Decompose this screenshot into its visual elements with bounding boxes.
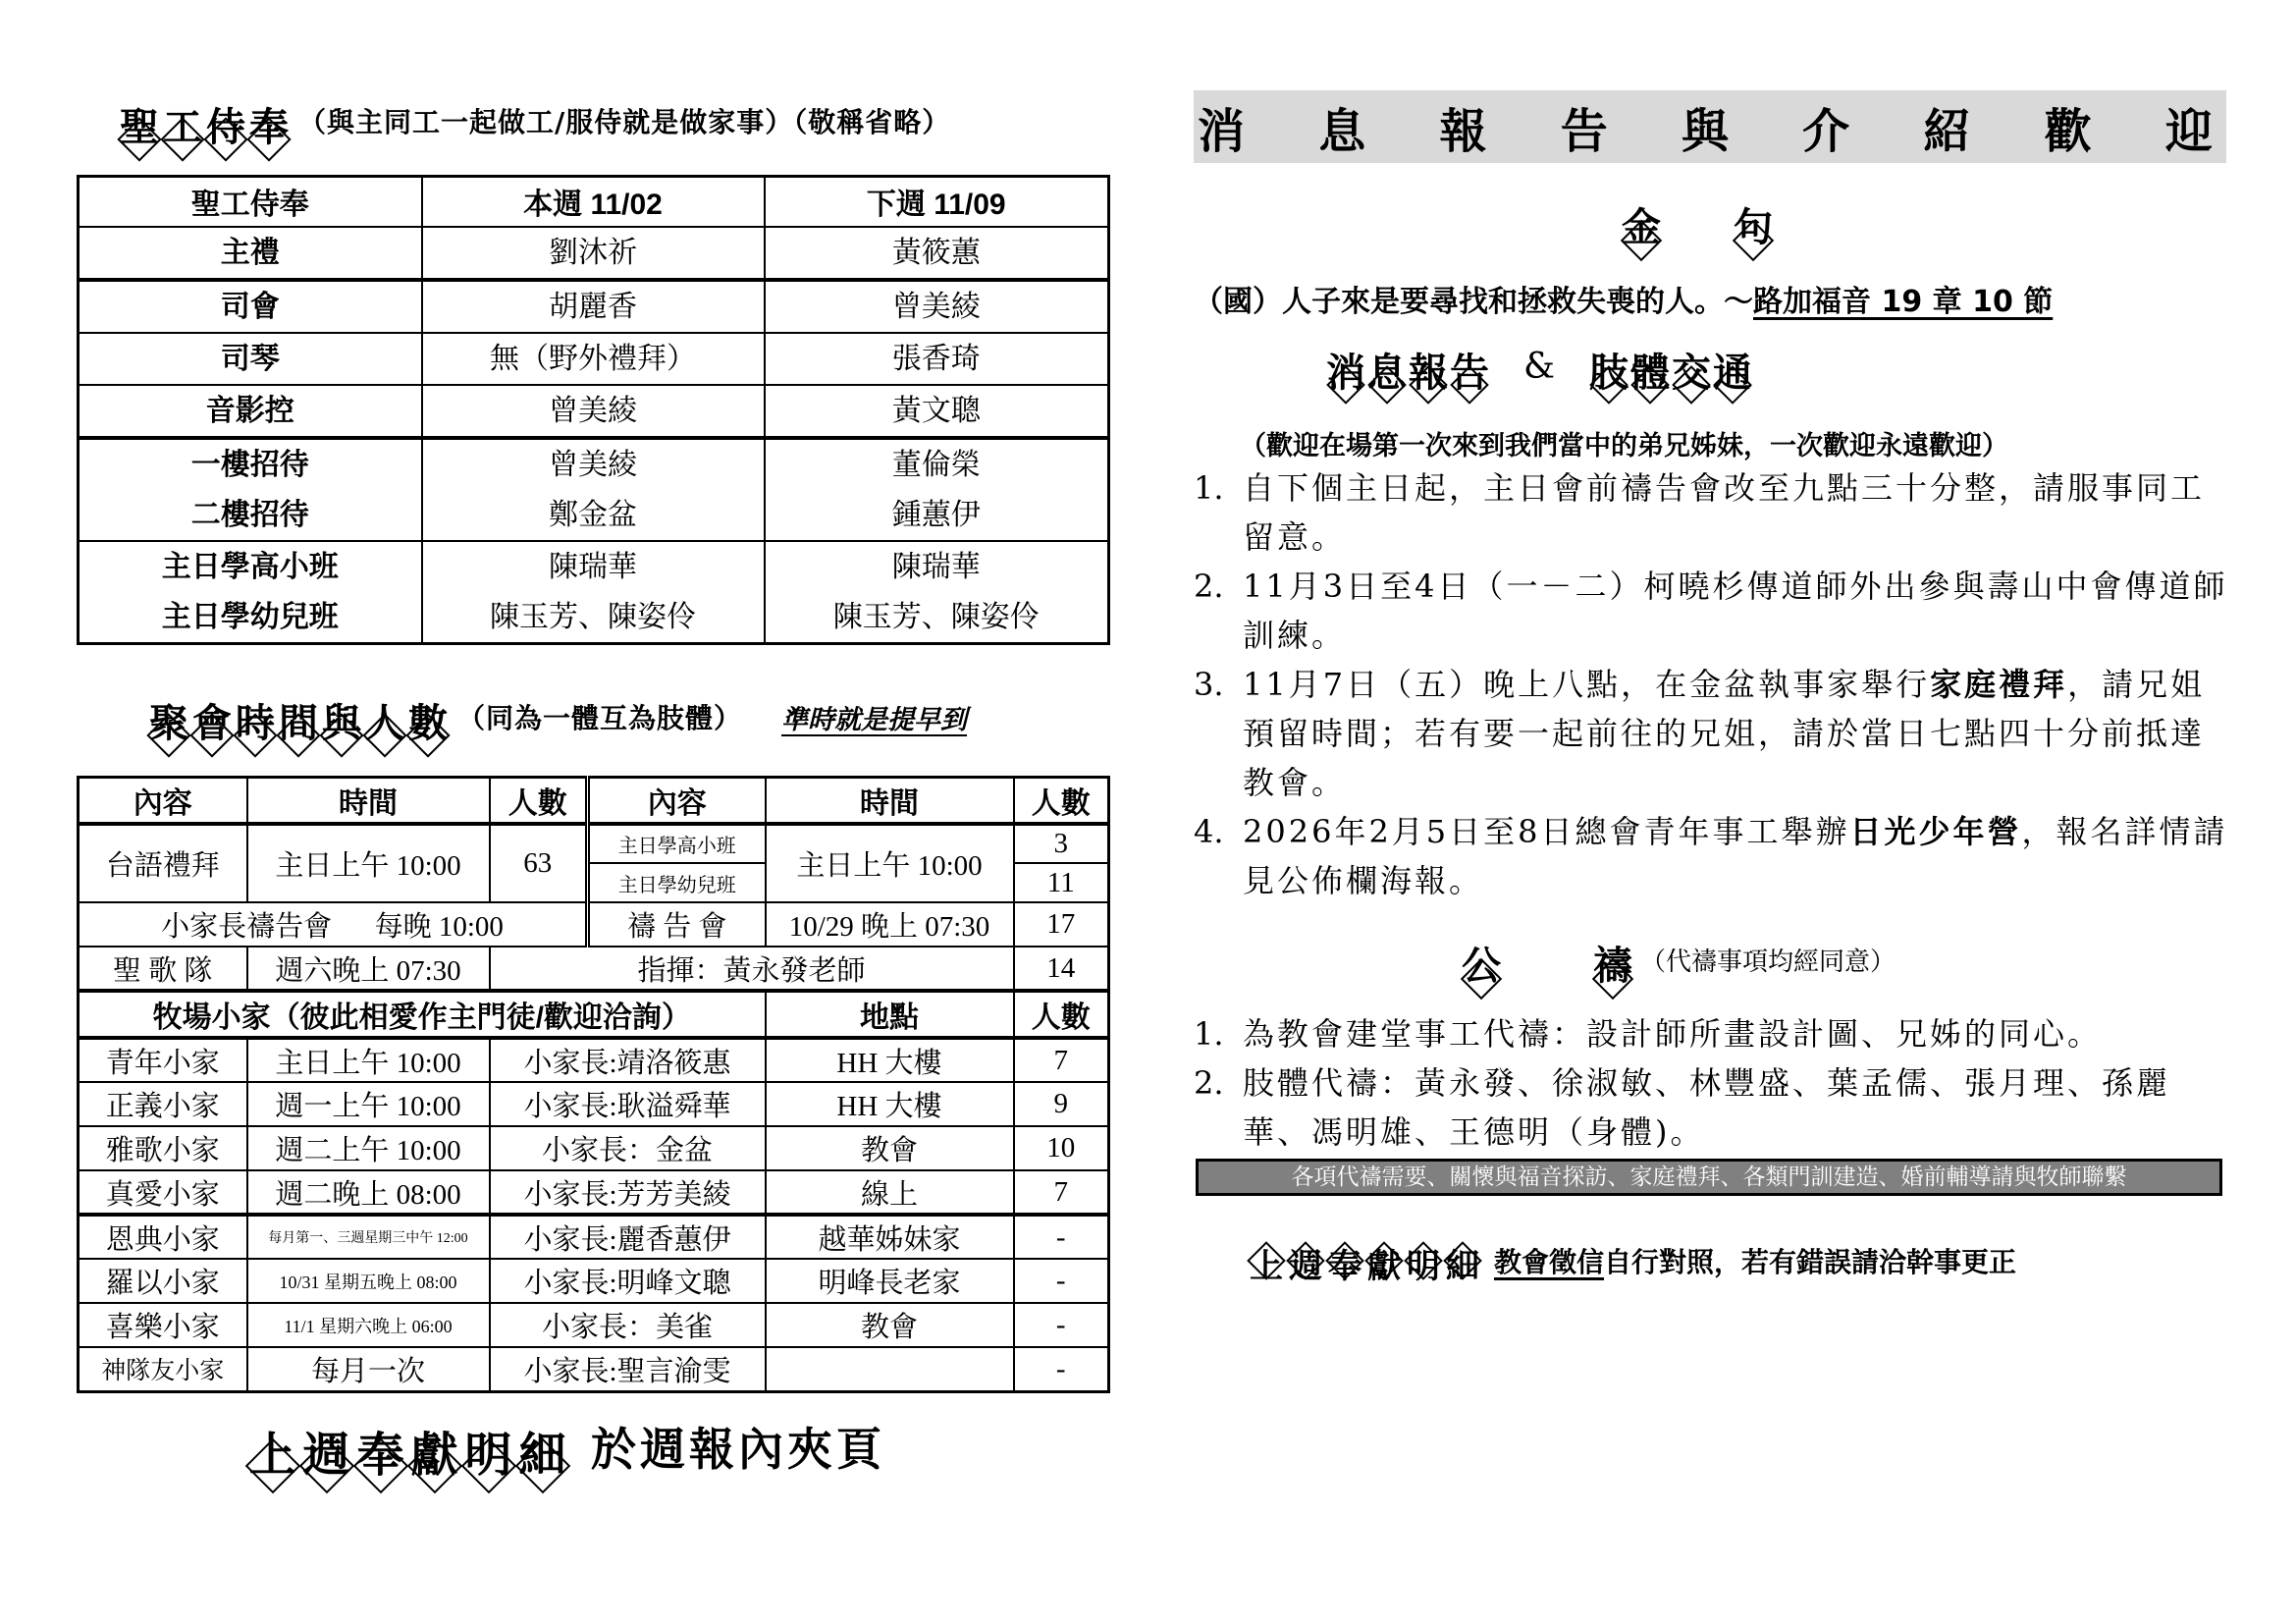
meeting-name-cell: 禱 告 會 bbox=[588, 902, 766, 947]
cell-name: 真愛小家 bbox=[79, 1170, 247, 1215]
cell-time: 每月第一、三週星期三中午 12:00 bbox=[247, 1215, 490, 1259]
cell-leader: 小家長:聖言渝雯 bbox=[490, 1347, 766, 1391]
meeting-time-cell: 主日上午 10:00 bbox=[247, 824, 490, 902]
cell-name: 雅歌小家 bbox=[79, 1126, 247, 1170]
next-week-cell: 黃筱蕙 bbox=[765, 227, 1109, 280]
diamond-char: 會 bbox=[190, 692, 234, 741]
table-row bbox=[79, 947, 1109, 991]
diamond-char: 人 bbox=[363, 692, 406, 741]
table-row bbox=[79, 1170, 1109, 1215]
cell-leader: 小家長：美雀 bbox=[490, 1303, 766, 1347]
highlight-youth-camp: 日光少年營 bbox=[1849, 813, 2022, 850]
diamond-char: 消 bbox=[1325, 342, 1366, 391]
diamond-char: 息 bbox=[1366, 342, 1408, 391]
diamond-char: 細 bbox=[1443, 1239, 1482, 1282]
role-cell: 音影控 bbox=[79, 385, 422, 438]
cell-count: 7 bbox=[1014, 1170, 1109, 1215]
table-row bbox=[79, 490, 1109, 541]
church-ledger-link[interactable]: 教會徵信 bbox=[1494, 1246, 1605, 1278]
cell-time: 每月一次 bbox=[247, 1347, 490, 1391]
banner-char: 消 bbox=[1198, 103, 1246, 159]
column-header: 下週 11/09 bbox=[765, 177, 1109, 227]
offering-heading-right bbox=[1247, 1239, 2017, 1286]
news-heading bbox=[1325, 342, 1753, 396]
meeting-name-cell: 台語禮拜 bbox=[79, 824, 247, 902]
diamond-char: 通 bbox=[1712, 342, 1753, 391]
column-header: 時間 bbox=[247, 778, 490, 825]
diamond-char: 告 bbox=[1449, 342, 1490, 391]
cell-location bbox=[766, 1347, 1014, 1391]
diamond-char: 週 bbox=[1286, 1239, 1325, 1282]
diamond-char: 奉 bbox=[247, 96, 291, 145]
table-row bbox=[79, 902, 1109, 947]
diamond-char: 工 bbox=[161, 96, 204, 145]
table-row bbox=[79, 1038, 1109, 1082]
table-header-row bbox=[79, 177, 1109, 227]
cell-leader: 小家長:芳芳美綾 bbox=[490, 1170, 766, 1215]
role-cell: 主日學幼兒班 bbox=[79, 592, 422, 644]
next-week-cell: 黃文聰 bbox=[765, 385, 1109, 438]
cell-count: 9 bbox=[1014, 1082, 1109, 1126]
golden-verse-heading bbox=[1620, 196, 1775, 250]
column-header: 聖工侍奉 bbox=[79, 177, 422, 227]
cell-time: 主日上午 10:00 bbox=[247, 1038, 490, 1082]
next-week-cell: 董倫榮 bbox=[765, 438, 1109, 490]
column-header: 本週 11/02 bbox=[422, 177, 765, 227]
this-week-cell: 劉沐祈 bbox=[422, 227, 765, 280]
cell-count: - bbox=[1014, 1215, 1109, 1259]
diamond-char: 獻 bbox=[1364, 1239, 1404, 1282]
next-week-cell: 陳瑞華 bbox=[765, 541, 1109, 592]
role-cell: 司會 bbox=[79, 280, 422, 333]
role-cell: 司琴 bbox=[79, 333, 422, 385]
list-item: 2. 11月3日至4日（一－二）柯曉杉傳道師外出參與壽山中會傳道師訓練。 bbox=[1194, 568, 2228, 654]
diamond-char: 公 bbox=[1460, 935, 1503, 984]
banner-char: 紹 bbox=[1923, 103, 1971, 159]
cell-leader: 小家長:靖洛筱惠 bbox=[490, 1038, 766, 1082]
cell-time: 週一上午 10:00 bbox=[247, 1082, 490, 1126]
golden-verse bbox=[1194, 277, 2053, 320]
diamond-char: 與 bbox=[320, 692, 363, 741]
diamond-char: 肢 bbox=[1588, 342, 1629, 391]
column-header: 時間 bbox=[766, 778, 1014, 825]
cell-location: 線上 bbox=[766, 1170, 1014, 1215]
diamond-char: 禱 bbox=[1591, 935, 1634, 984]
cell-name: 羅以小家 bbox=[79, 1259, 247, 1303]
conductor-cell: 指揮：黃永發老師 bbox=[490, 947, 1014, 991]
meeting-count-cell: 17 bbox=[1014, 902, 1109, 947]
diamond-char: 時 bbox=[234, 692, 277, 741]
cell-count: - bbox=[1014, 1347, 1109, 1391]
service-heading-subtitle: （與主同工一起做工/服侍就是做家事）（敬稱省略） bbox=[298, 106, 951, 138]
announcements-banner bbox=[1194, 90, 2226, 163]
verse-reference: 路加福音 19 章 10 節 bbox=[1753, 285, 2054, 319]
diamond-char: 奉 bbox=[1325, 1239, 1364, 1282]
this-week-cell: 曾美綾 bbox=[422, 385, 765, 438]
role-cell: 一樓招待 bbox=[79, 438, 422, 490]
verse-text: （國）人子來是要尋找和拯救失喪的人。～ bbox=[1194, 285, 1753, 319]
class-time-cell: 主日上午 10:00 bbox=[766, 824, 1014, 902]
cell-count: 7 bbox=[1014, 1038, 1109, 1082]
service-table bbox=[77, 175, 1110, 645]
meetings-heading bbox=[147, 692, 968, 746]
leaders-prayer-time: 每晚 10:00 bbox=[374, 911, 504, 943]
table-row bbox=[79, 1082, 1109, 1126]
news-list bbox=[1194, 463, 2234, 905]
column-header: 人數 bbox=[490, 778, 588, 825]
meeting-time-cell: 週六晚上 07:30 bbox=[247, 947, 490, 991]
this-week-cell: 陳瑞華 bbox=[422, 541, 765, 592]
diamond-char: 上 bbox=[1247, 1239, 1286, 1282]
meeting-time-cell: 10/29 晚上 07:30 bbox=[766, 902, 1014, 947]
this-week-cell: 陳玉芳、陳姿伶 bbox=[422, 592, 765, 644]
banner-char: 迎 bbox=[2164, 103, 2213, 159]
cell-count: - bbox=[1014, 1259, 1109, 1303]
banner-char: 介 bbox=[1802, 103, 1850, 159]
diamond-char: 句 bbox=[1732, 196, 1775, 245]
highlight-family-worship: 家庭禮拜 bbox=[1930, 666, 2068, 703]
role-cell: 主日學高小班 bbox=[79, 541, 422, 592]
meeting-count-cell: 14 bbox=[1014, 947, 1109, 991]
cell-time: 11/1 星期六晚上 06:00 bbox=[247, 1303, 490, 1347]
welcome-note: （歡迎在場第一次來到我們當中的弟兄姊妹，一次歡迎永遠歡迎） bbox=[1240, 431, 2008, 461]
service-heading bbox=[118, 96, 951, 150]
meetings-heading-title bbox=[147, 692, 450, 746]
diamond-char: 週 bbox=[299, 1417, 353, 1476]
cell-time: 10/31 星期五晚上 08:00 bbox=[247, 1259, 490, 1303]
next-week-cell: 鍾蕙伊 bbox=[765, 490, 1109, 541]
cell-leader: 小家長：金盆 bbox=[490, 1126, 766, 1170]
offering-heading-title bbox=[245, 1417, 569, 1483]
banner-char: 歡 bbox=[2044, 103, 2092, 159]
table-row bbox=[79, 592, 1109, 644]
diamond-char: 體 bbox=[1629, 342, 1671, 391]
cell-group-header-row bbox=[79, 991, 1109, 1038]
diamond-char: 交 bbox=[1671, 342, 1712, 391]
role-cell: 主禮 bbox=[79, 227, 422, 280]
diamond-char: 侍 bbox=[204, 96, 247, 145]
table-row bbox=[79, 1303, 1109, 1347]
class-name-cell: 主日學高小班 bbox=[588, 824, 766, 863]
table-header-row bbox=[79, 778, 1109, 825]
cell-group-header: 牧場小家（彼此相愛作主門徒/歡迎洽詢） bbox=[79, 991, 766, 1038]
list-item: 1. 為教會建堂事工代禱：設計師所畫設計圖、兄姊的同心。 bbox=[1194, 1015, 2103, 1053]
list-item: 3. 11月7日（五）晚上八點，在金盆執事家舉行家庭禮拜，請兄姐預留時間；若有要一起前往的兄姐，請於當日七點四十分前抵達教會。 bbox=[1194, 666, 2206, 801]
table-row bbox=[79, 333, 1109, 385]
cell-name: 神隊友小家 bbox=[79, 1347, 247, 1391]
meetings-heading-subtitle: （同為一體互為肢體） bbox=[457, 702, 743, 734]
service-heading-title bbox=[118, 96, 291, 150]
this-week-cell: 鄭金盆 bbox=[422, 490, 765, 541]
class-name-cell: 主日學幼兒班 bbox=[588, 863, 766, 902]
table-row bbox=[79, 227, 1109, 280]
diamond-char: 聚 bbox=[147, 692, 190, 741]
diamond-char: 奉 bbox=[353, 1417, 407, 1476]
next-week-cell: 曾美綾 bbox=[765, 280, 1109, 333]
diamond-char: 金 bbox=[1620, 196, 1663, 245]
cell-count: - bbox=[1014, 1303, 1109, 1347]
table-row bbox=[79, 1215, 1109, 1259]
diamond-char: 聖 bbox=[118, 96, 161, 145]
meeting-name-cell: 聖 歌 隊 bbox=[79, 947, 247, 991]
cell-leader: 小家長:耿溢舜華 bbox=[490, 1082, 766, 1126]
this-week-cell: 曾美綾 bbox=[422, 438, 765, 490]
table-row bbox=[79, 1126, 1109, 1170]
cell-name: 正義小家 bbox=[79, 1082, 247, 1126]
cell-time: 週二上午 10:00 bbox=[247, 1126, 490, 1170]
class-count-cell: 11 bbox=[1014, 863, 1109, 902]
table-row bbox=[79, 280, 1109, 333]
cell-location: 教會 bbox=[766, 1303, 1014, 1347]
diamond-char: 報 bbox=[1408, 342, 1449, 391]
banner-char: 與 bbox=[1681, 103, 1729, 159]
offering-correction-note: 自行對照，若有錯誤請洽幹事更正 bbox=[1604, 1246, 2017, 1278]
offering-location-text: 於週報內夾頁 bbox=[591, 1423, 885, 1476]
next-week-cell: 陳玉芳、陳姿伶 bbox=[765, 592, 1109, 644]
class-count-cell: 3 bbox=[1014, 824, 1109, 863]
table-row bbox=[79, 1347, 1109, 1391]
prayer-heading bbox=[1460, 935, 1896, 989]
cell-location: HH 大樓 bbox=[766, 1038, 1014, 1082]
cell-name: 喜樂小家 bbox=[79, 1303, 247, 1347]
column-header: 內容 bbox=[79, 778, 247, 825]
cell-location: 教會 bbox=[766, 1126, 1014, 1170]
cell-name: 青年小家 bbox=[79, 1038, 247, 1082]
meetings-table bbox=[77, 776, 1110, 1393]
role-cell: 二樓招待 bbox=[79, 490, 422, 541]
table-row bbox=[79, 438, 1109, 490]
table-row bbox=[79, 541, 1109, 592]
diamond-char: 明 bbox=[461, 1417, 515, 1476]
cell-location: HH 大樓 bbox=[766, 1082, 1014, 1126]
banner-char: 息 bbox=[1318, 103, 1366, 159]
list-item: 4. 2026年2月5日至8日總會青年事工舉辦日光少年營，報名詳情請見公佈欄海報。 bbox=[1194, 813, 2228, 899]
table-row bbox=[79, 824, 1109, 863]
prayer-heading-subtitle: （代禱事項均經同意） bbox=[1640, 947, 1896, 977]
cell-location: 越華姊妹家 bbox=[766, 1215, 1014, 1259]
cell-leader: 小家長:明峰文聰 bbox=[490, 1259, 766, 1303]
cell-leader: 小家長:麗香蕙伊 bbox=[490, 1215, 766, 1259]
column-header: 人數 bbox=[1014, 778, 1109, 825]
column-header: 內容 bbox=[588, 778, 766, 825]
this-week-cell: 胡麗香 bbox=[422, 280, 765, 333]
next-week-cell: 張香琦 bbox=[765, 333, 1109, 385]
prayer-list bbox=[1194, 1009, 2234, 1157]
column-header: 地點 bbox=[766, 991, 1014, 1038]
table-row bbox=[79, 1259, 1109, 1303]
leaders-prayer-name: 小家長禱告會 bbox=[161, 911, 333, 943]
cell-name: 恩典小家 bbox=[79, 1215, 247, 1259]
diamond-char: 獻 bbox=[407, 1417, 461, 1476]
diamond-char: 明 bbox=[1404, 1239, 1443, 1282]
cell-location: 明峰長老家 bbox=[766, 1259, 1014, 1303]
meeting-count-cell: 63 bbox=[490, 824, 588, 902]
list-item: 1. 自下個主日起，主日會前禱告會改至九點三十分整，請服事同工留意。 bbox=[1194, 469, 2206, 556]
column-header: 人數 bbox=[1014, 991, 1109, 1038]
diamond-char: 數 bbox=[406, 692, 450, 741]
cell-time: 週二晚上 08:00 bbox=[247, 1170, 490, 1215]
diamond-char: 上 bbox=[245, 1417, 299, 1476]
banner-char: 告 bbox=[1560, 103, 1608, 159]
punctuality-slogan: 準時就是提早到 bbox=[781, 704, 968, 735]
diamond-char: 間 bbox=[277, 692, 320, 741]
offering-heading-left bbox=[245, 1414, 885, 1483]
banner-char: 報 bbox=[1439, 103, 1487, 159]
table-row bbox=[79, 385, 1109, 438]
cell-count: 10 bbox=[1014, 1126, 1109, 1170]
ampersand: & bbox=[1523, 346, 1556, 387]
list-item: 2. 肢體代禱：黃永發、徐淑敏、林豐盛、葉孟儒、張月理、孫麗華、馮明雄、王德明（身體)。 bbox=[1194, 1064, 2171, 1151]
pastor-contact-note: 各項代禱需要、關懷與福音探訪、家庭禮拜、各類門訓建造、婚前輔導請與牧師聯繫 bbox=[1196, 1159, 2222, 1196]
diamond-char: 細 bbox=[515, 1417, 569, 1476]
leaders-prayer-cell bbox=[79, 902, 588, 947]
this-week-cell: 無（野外禮拜） bbox=[422, 333, 765, 385]
